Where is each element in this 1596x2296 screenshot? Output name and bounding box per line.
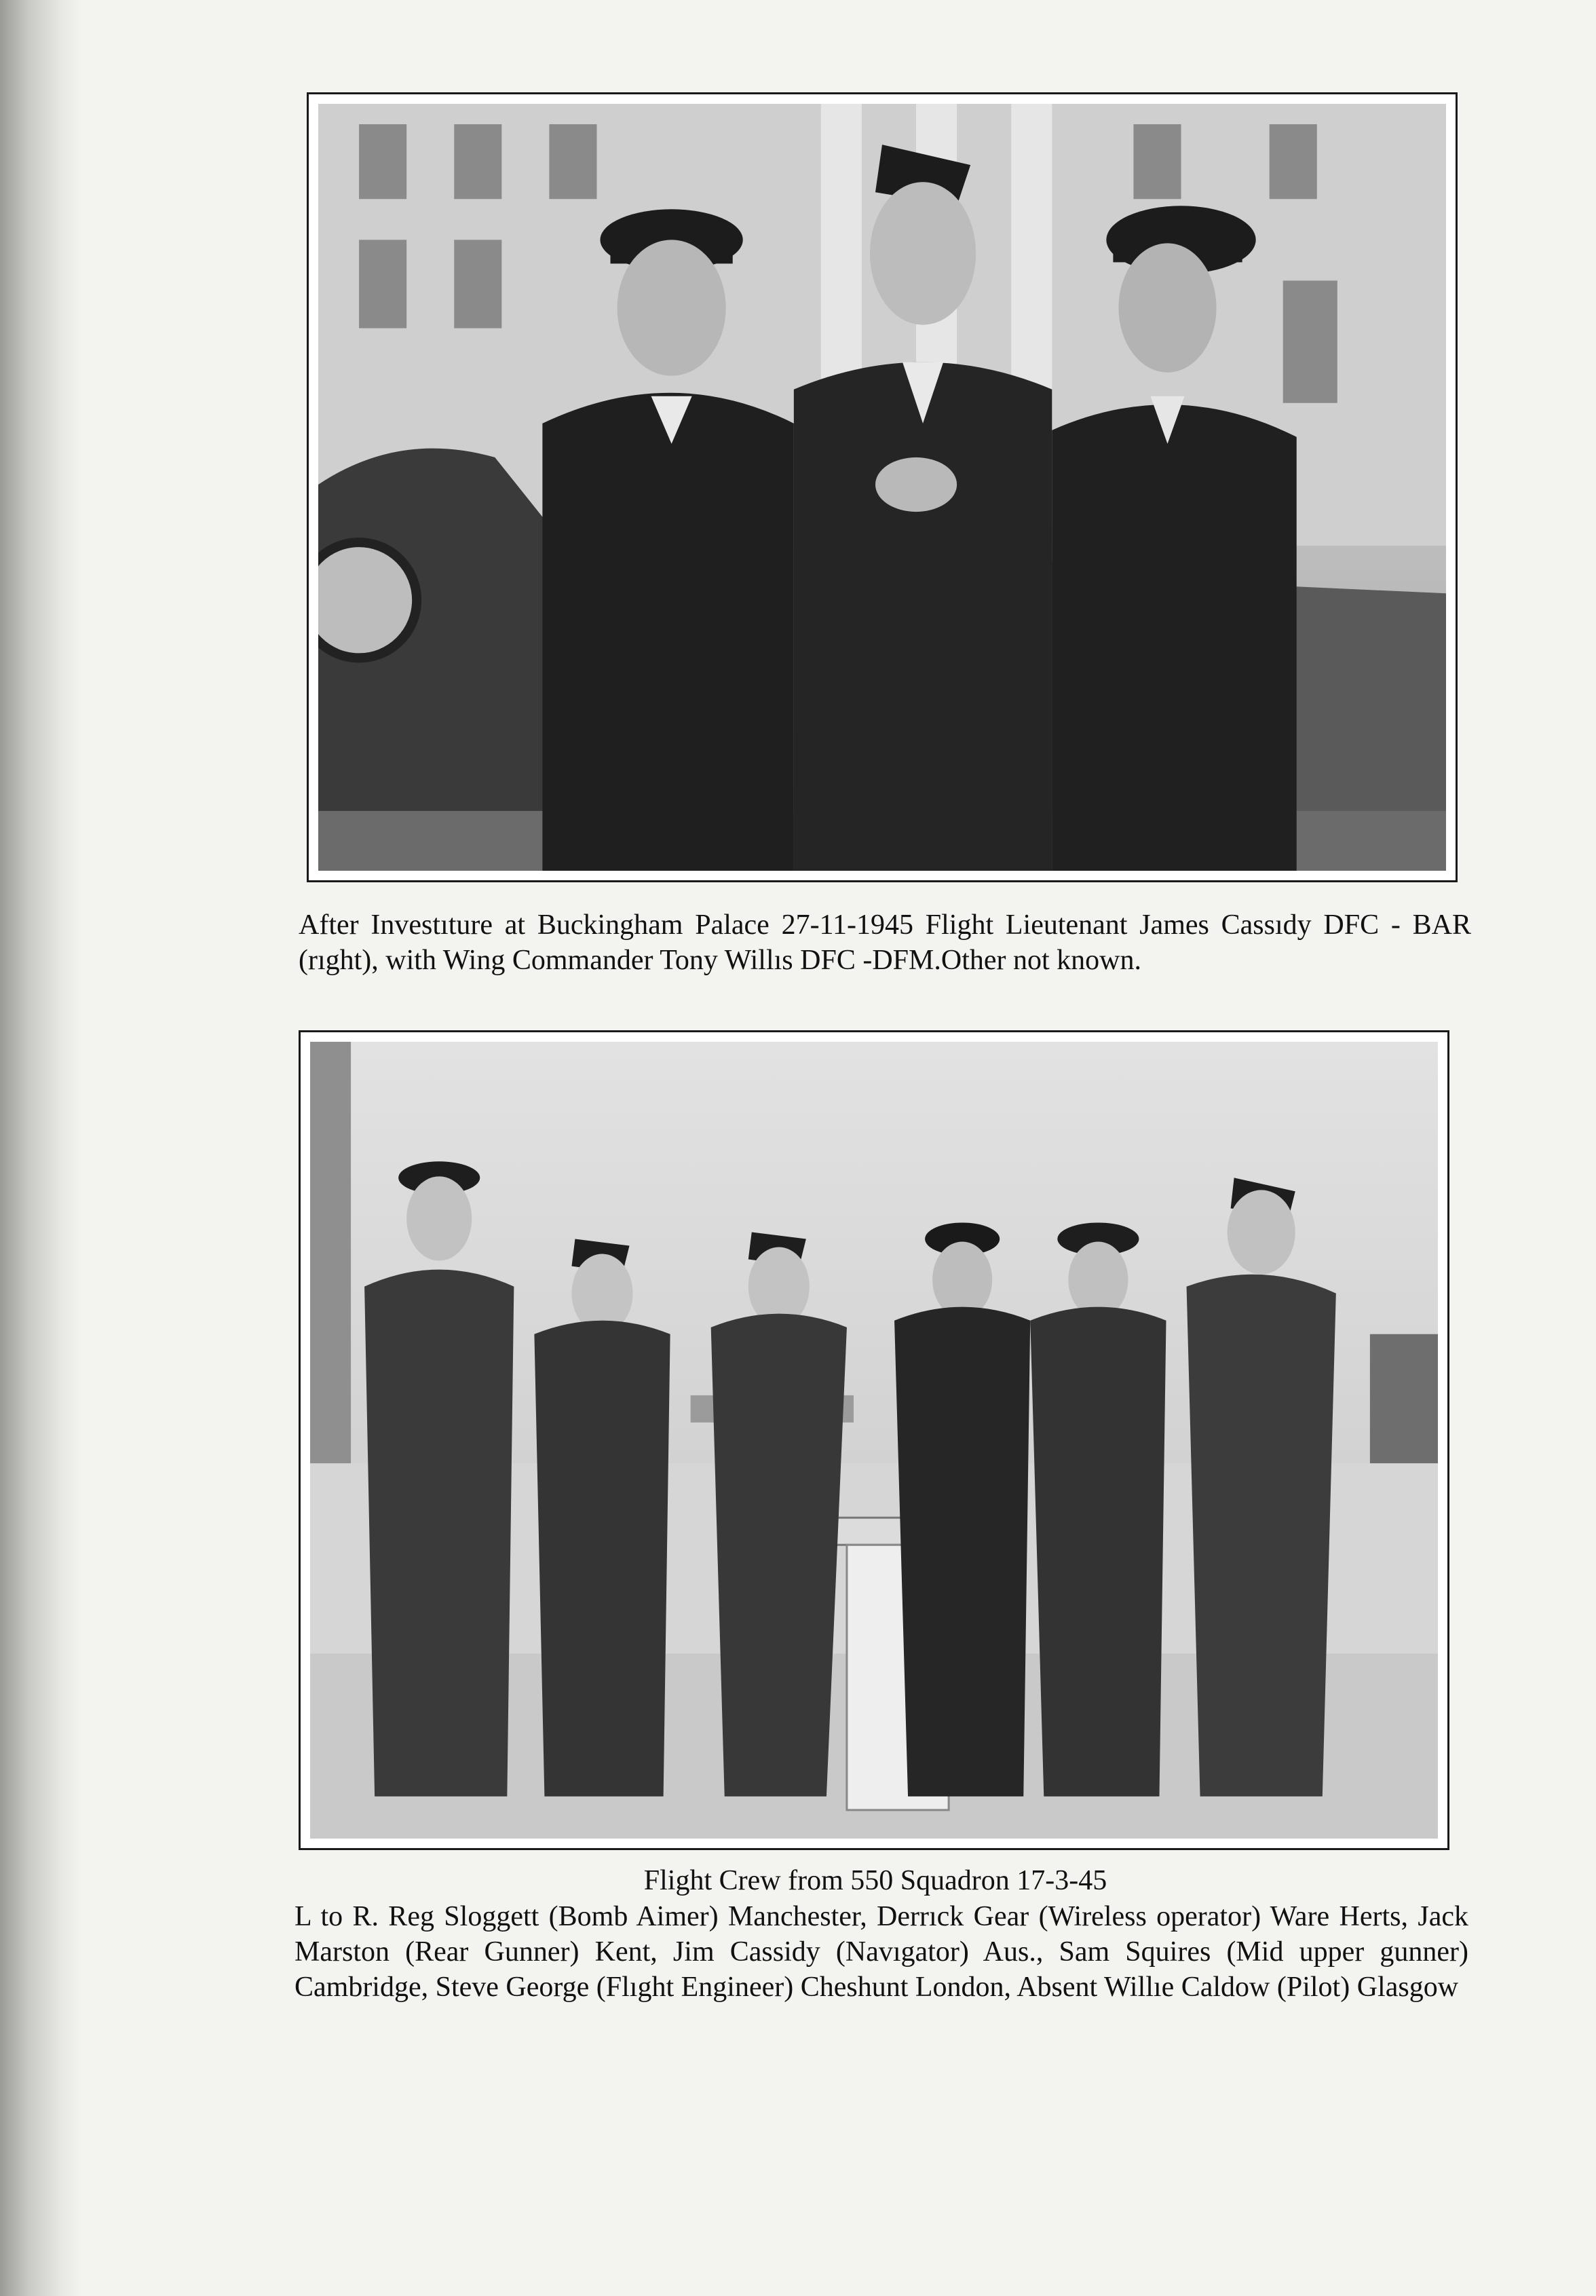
photo-flight-crew: [299, 1030, 1449, 1850]
photo-investiture: [307, 92, 1458, 882]
photo-investiture-image: [318, 104, 1446, 871]
photo-flight-crew-caption: L to R. Reg Sloggett (Bomb Aimer) Manchester, Derrıck Gear (Wireless operator) Ware Herts, Jack Marston (Rear Gunner) Kent, Jim Cassidy (Navıgator) Aus., Sam Squires (Mid upper gunner) Cambridge, Steve George (Flıght Engineer) Cheshunt London, Absent Willıe Caldow (Pilot) Glasgow: [294, 1901, 1468, 2003]
page-binding-shadow: [0, 0, 81, 2296]
photo-flight-crew-title: Flight Crew from 550 Squadron 17-3-45: [643, 1865, 1107, 1896]
photo-flight-crew-image: [310, 1042, 1438, 1839]
photo-investiture-caption: After Investıture at Buckingham Palace 27-11-1945 Flight Lieutenant James Cassıdy DFC - BAR (rıght), with Wing Commander Tony Willıs DFC -DFM.Other not known.: [299, 909, 1471, 976]
